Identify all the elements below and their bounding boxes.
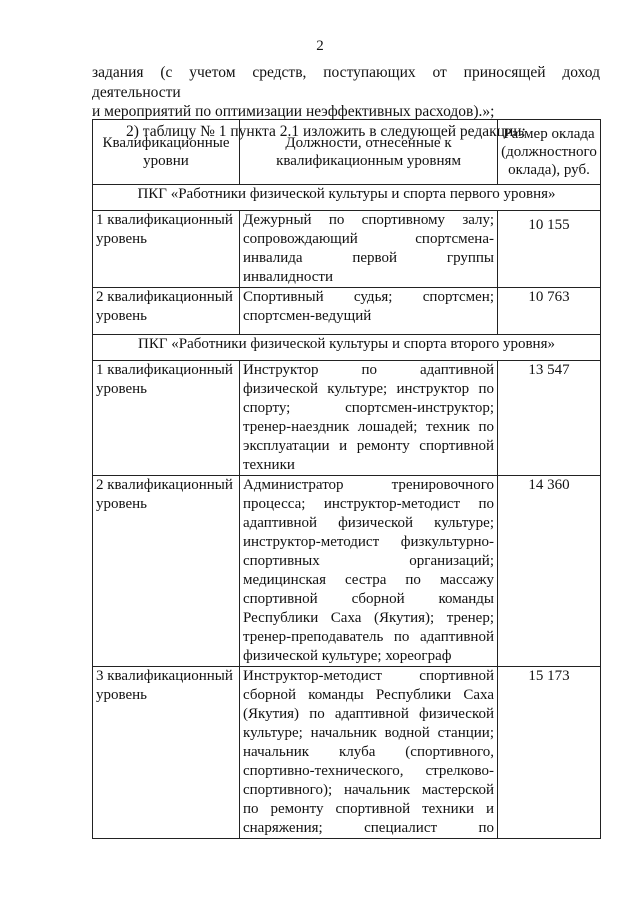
level-cell: 2 квалификационный уровень [93,288,240,335]
positions-line: по ремонту спортивной техники и [243,801,494,817]
intro-line-1: задания (с учетом средств, поступающих от приносящей доход деятельности [92,64,600,101]
positions-line: начальник клуба (спортивного, [243,744,494,760]
positions-cell [240,476,498,667]
positions-line: снаряжения; специалист по [243,820,494,836]
positions-cell [240,361,498,476]
positions-line: культуре; начальник водной станции; [243,725,494,741]
salary-table [92,119,601,839]
group-row [93,185,601,211]
positions-line: процесса; инструктор-методист по [243,496,494,512]
salary-cell: 10 155 [498,211,601,288]
header-salary: Размер оклада (должностного оклада), руб. [498,120,601,185]
positions-cell [240,667,498,839]
salary-cell: 15 173 [498,667,601,839]
positions-line: эксплуатации и ремонту спортивной [243,438,494,454]
positions-line: спортсмен-ведущий [243,308,372,324]
level-cell: 1 квалификационный уровень [93,211,240,288]
table-row [93,667,601,839]
positions-line: спортивных организаций; [243,553,494,569]
intro-line-3: 2) таблицу № 1 пункта 2.1 изложить в следующей редакции: [126,122,526,140]
positions-cell [240,211,498,288]
positions-line: сборной команды Республики Саха [243,687,494,703]
positions-line: инвалидности [243,269,334,285]
positions-line: спортивной сборной команды [243,591,494,607]
group-title: ПКГ «Работники физической культуры и спорта второго уровня» [93,335,601,361]
positions-line: Инструктор по адаптивной [243,362,494,378]
header-levels: Квалификационные уровни [93,120,240,185]
positions-line: тренер-наездник лошадей; техник по [243,419,494,435]
level-cell: 2 квалификационный уровень [93,476,240,667]
intro-line-2: и мероприятий по оптимизации неэффективных расходов).»; [92,103,495,120]
salary-cell: 14 360 [498,476,601,667]
positions-line: Республики Саха (Якутия); тренер; [243,610,494,626]
positions-line: спортивно-технического, стрелково- [243,763,494,779]
level-cell: 3 квалификационный уровень [93,667,240,839]
positions-line: Дежурный по спортивному залу; [243,212,494,228]
positions-line: адаптивной физической культуре; [243,515,494,531]
positions-line: физической культуре; инструктор по [243,381,494,397]
table-header-row [93,120,601,185]
table-row [93,476,601,667]
positions-line: сопровождающий спортсмена- [243,231,494,247]
header-positions: Должности, отнесенные к квалификационным уровням [240,120,498,185]
group-row [93,335,601,361]
table-row [93,361,601,476]
positions-line: Инструктор-методист спортивной [243,668,494,684]
positions-line: физической культуре; хореограф [243,648,452,664]
salary-cell: 13 547 [498,361,601,476]
salary-cell: 10 763 [498,288,601,335]
positions-line: спортивного); начальник мастерской [243,782,494,798]
page-number: 2 [316,38,324,54]
positions-cell [240,288,498,335]
positions-line: тренер-преподаватель по адаптивной [243,629,494,645]
table-row [93,288,601,335]
group-title: ПКГ «Работники физической культуры и спорта первого уровня» [93,185,601,211]
positions-line: инвалида первой группы [243,250,494,266]
positions-line: инструктор-методист физкультурно- [243,534,494,550]
positions-line: Администратор тренировочного [243,477,494,493]
positions-line: техники [243,457,295,473]
positions-line: медицинская сестра по массажу [243,572,494,588]
table-row [93,211,601,288]
positions-line: Спортивный судья; спортсмен; [243,289,494,305]
positions-line: спорту; спортсмен-инструктор; [243,400,494,416]
positions-line: (Якутия) по адаптивной физической [243,706,494,722]
level-cell: 1 квалификационный уровень [93,361,240,476]
